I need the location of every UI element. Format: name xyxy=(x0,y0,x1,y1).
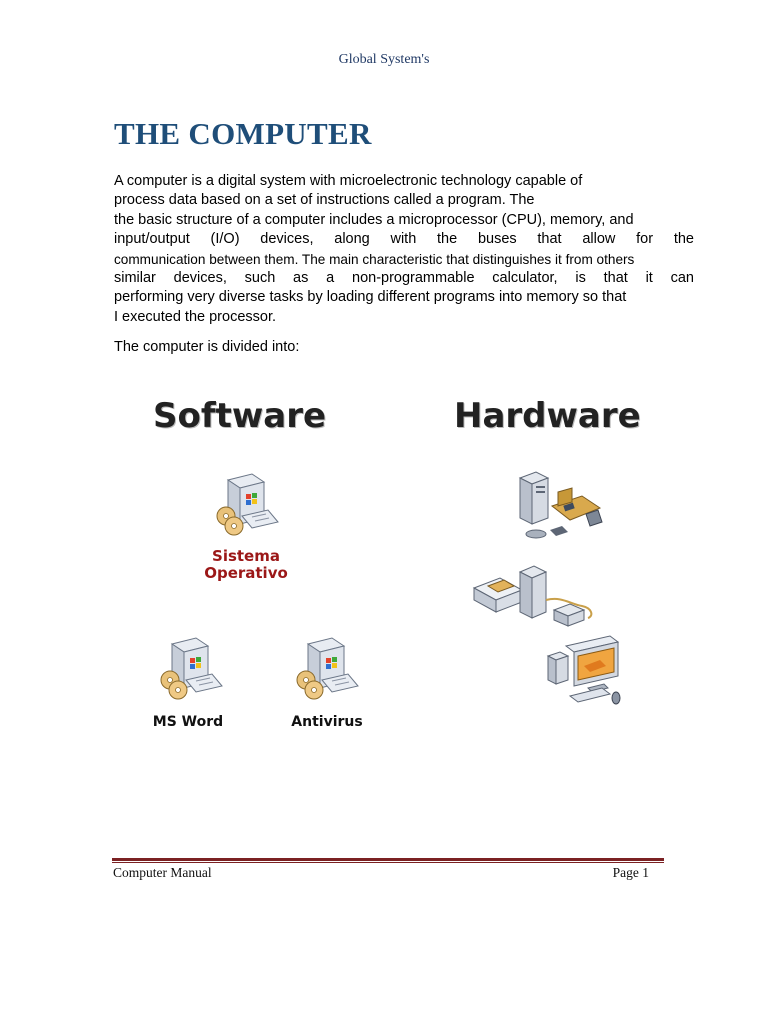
hardware-heading: Hardware xyxy=(454,396,641,436)
software-heading: Software xyxy=(153,396,327,436)
os-label-line1: Sistema xyxy=(212,547,280,565)
paragraph-line: input/output (I/O) devices, along with the buses that allow for the xyxy=(114,231,694,248)
footer-rule xyxy=(112,858,664,861)
paragraph-line: process data based on a set of instructions called a program. The xyxy=(114,192,535,209)
paragraph-line: communication between them. The main characteristic that distinguishes it from others xyxy=(114,251,635,267)
header-title: Global System's xyxy=(338,52,430,67)
os-label xyxy=(186,548,306,582)
os-label-line2: Operativo xyxy=(204,564,288,582)
footer-page-number: Page 1 xyxy=(612,865,649,880)
footer-rule-thin xyxy=(112,862,664,863)
software-box-icon xyxy=(206,472,286,542)
page-title: THE COMPUTER xyxy=(114,116,372,151)
ms-word-label: MS Word xyxy=(152,714,224,730)
antivirus-label: Antivirus xyxy=(291,714,363,730)
paragraph-line: A computer is a digital system with microelectronic technology capable of xyxy=(114,173,583,189)
paragraph-line: performing very diverse tasks by loading different programs into memory so that xyxy=(114,289,627,306)
paragraph-line: I executed the processor. xyxy=(114,308,277,325)
divided-intro: The computer is divided into: xyxy=(114,339,300,355)
intro-paragraph xyxy=(114,172,694,327)
pc-printer-icon xyxy=(470,560,600,635)
pc-desktop-icon xyxy=(544,632,624,712)
software-box-icon xyxy=(150,636,230,706)
pc-components-icon xyxy=(512,468,608,548)
paragraph-line: similar devices, such as a non-programmable calculator, is that it can xyxy=(114,269,694,286)
footer-manual-title: Computer Manual xyxy=(113,865,212,880)
paragraph-line: the basic structure of a computer includes a microprocessor (CPU), memory, and xyxy=(114,211,634,228)
software-box-icon xyxy=(286,636,366,706)
